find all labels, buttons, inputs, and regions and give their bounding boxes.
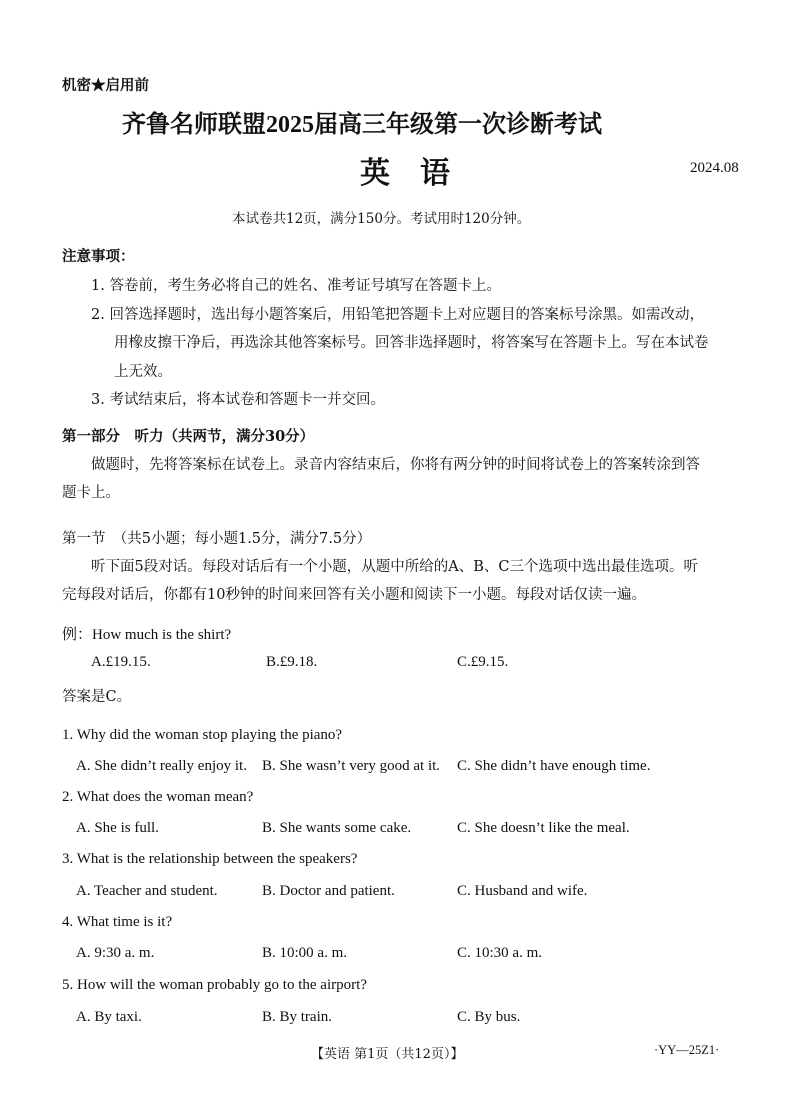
example-option-b: B.£9.18.: [266, 654, 318, 670]
example-option-a: A.£19.15.: [91, 654, 151, 670]
question-1-option-c: C. She didn’t have enough time.: [457, 758, 651, 774]
example-option-c: C.£9.15.: [457, 654, 509, 670]
question-5: 5. How will the woman probably go to the airport?: [62, 977, 367, 993]
question-4-option-c: C. 10:30 a. m.: [457, 945, 542, 961]
part1-instruction-line-1: 做题时，先将答案标在试卷上。录音内容结束后，你将有两分钟的时间将试卷上的答案转涂到答: [91, 457, 700, 473]
note-item-3: 3. 考试结束后，将本试卷和答题卡一并交回。: [91, 392, 385, 408]
example-answer: 答案是C。: [62, 689, 132, 705]
question-2-option-b: B. She wants some cake.: [262, 820, 412, 836]
section1-instruction-line-1: 听下面5段对话。每段对话后有一个小题，从题中所给的A、B、C三个选项中选出最佳选项。听: [91, 559, 698, 575]
question-5-option-c: C. By bus.: [457, 1009, 521, 1025]
exam-date: 2024.08: [690, 160, 739, 176]
question-3-option-a: A. Teacher and student.: [76, 883, 218, 899]
question-3-option-c: C. Husband and wife.: [457, 883, 588, 899]
question-2: 2. What does the woman mean?: [62, 789, 254, 805]
exam-title: 齐鲁名师联盟2025届高三年级第一次诊断考试: [122, 112, 602, 138]
question-3-option-b: B. Doctor and patient.: [262, 883, 395, 899]
question-2-option-c: C. She doesn’t like the meal.: [457, 820, 630, 836]
question-4-option-a: A. 9:30 a. m.: [76, 945, 155, 961]
section1-instruction-line-2: 完每段对话后，你都有10秒钟的时间来回答有关小题和阅读下一小题。每段对话仅读一遍。: [62, 587, 646, 603]
confidential-label: 机密★启用前: [62, 77, 149, 94]
note-item-2-line-3: 上无效。: [114, 364, 172, 380]
section1-heading: 第一节 （共5小题；每小题1.5分，满分7.5分）: [62, 531, 372, 547]
part1-instruction-line-2: 题卡上。: [62, 485, 120, 501]
note-item-2-line-1: 2. 回答选择题时，选出每小题答案后，用铅笔把答题卡上对应题目的答案标号涂黑。如需改动，: [91, 307, 704, 323]
question-5-option-a: A. By taxi.: [76, 1009, 142, 1025]
subject-title: 英 语: [360, 156, 450, 191]
exam-intro: 本试卷共12页，满分150分。考试用时120分钟。: [232, 211, 531, 227]
question-4-option-b: B. 10:00 a. m.: [262, 945, 347, 961]
part1-heading: 第一部分 听力（共两节，满分30分）: [62, 428, 315, 445]
notes-heading: 注意事项：: [62, 248, 135, 265]
note-item-1: 1. 答卷前，考生务必将自己的姓名、准考证号填写在答题卡上。: [91, 278, 501, 294]
example-question: 例：How much is the shirt?: [62, 627, 232, 643]
question-1-option-a: A. She didn’t really enjoy it.: [76, 758, 247, 774]
question-2-option-a: A. She is full.: [76, 820, 159, 836]
page-number: 【英语 第1页（共12页）】: [311, 1047, 464, 1062]
paper-code: ·YY—25Z1·: [654, 1043, 720, 1057]
question-4: 4. What time is it?: [62, 914, 173, 930]
question-3: 3. What is the relationship between the speakers?: [62, 851, 358, 867]
question-1: 1. Why did the woman stop playing the piano?: [62, 727, 343, 743]
question-5-option-b: B. By train.: [262, 1009, 332, 1025]
question-1-option-b: B. She wasn’t very good at it.: [262, 758, 441, 774]
note-item-2-line-2: 用橡皮擦干净后，再选涂其他答案标号。回答非选择题时，将答案写在答题卡上。写在本试卷: [114, 335, 709, 351]
